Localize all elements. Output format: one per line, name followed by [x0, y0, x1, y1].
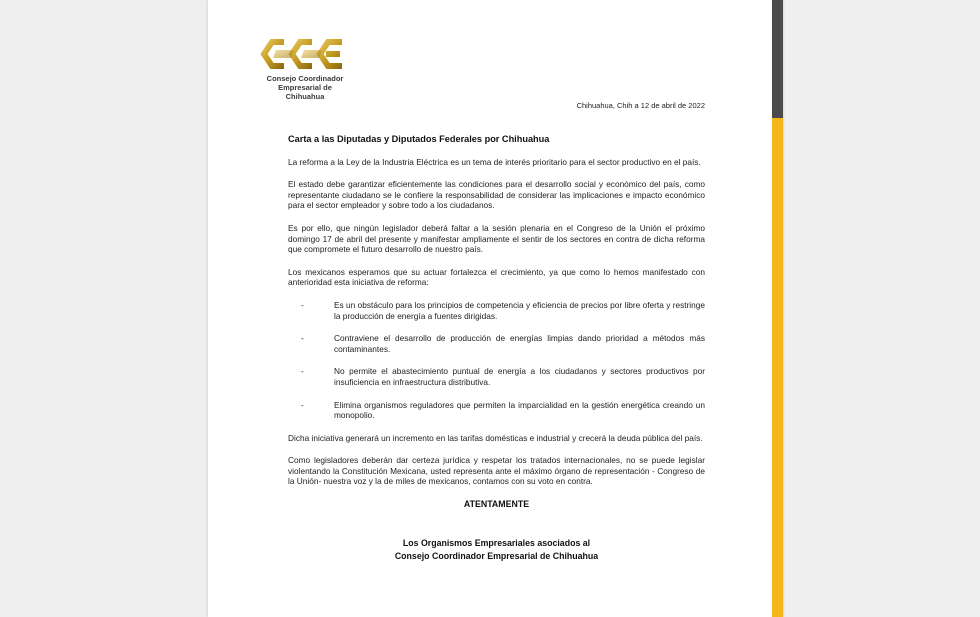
- letter-body: [288, 134, 705, 563]
- bullet-marker: -: [301, 399, 304, 410]
- list-item: [288, 300, 705, 321]
- cce-interlocking-logo-icon: [260, 36, 350, 72]
- list-item: [288, 333, 705, 354]
- signature-block: [288, 537, 705, 563]
- cce-logo: [258, 36, 354, 101]
- list-item: [288, 366, 705, 387]
- paragraph: Dicha iniciativa generará un incremento en las tarifas domésticas e industrial y crecerá la deuda pública del país.: [288, 432, 703, 443]
- bullet-marker: -: [301, 299, 304, 310]
- list-item: [288, 400, 705, 421]
- logo-text-line2: Empresarial de Chihuahua: [278, 83, 332, 101]
- paragraph: Es por ello, que ningún legislador deberá faltar a la sesión plenaria en el Congreso de la Unión el próximo domingo 17 de abril del presente y manifestar ampliamente el sentir de los sectores en contra de dicha reforma que compromete el futuro desarrollo de nuestro país.: [288, 222, 705, 255]
- bullet-marker: -: [301, 366, 304, 377]
- signature-line1: Los Organismos Empresariales asociados al: [402, 537, 591, 548]
- decorative-stripe-dark: [772, 0, 783, 118]
- paragraph: El estado debe garantizar eficientemente las condiciones para el desarrollo social y económico del país, como representante ciudadano se le confiere la responsabilidad de considerar las implicaciones e impacto económico para el sector empleador y sobre todo a los ciudadanos.: [288, 179, 705, 211]
- list-item-text: Elimina organismos reguladores que permiten la imparcialidad en la gestión energética creando un monopolio.: [334, 399, 705, 421]
- list-item-text: No permite el abastecimiento puntual de energía a los ciudadanos y sectores productivos por insuficiencia en infraestructura distributiva.: [334, 366, 705, 387]
- signature-line2: Consejo Coordinador Empresarial de Chihuahua: [394, 550, 599, 561]
- letter-date: Chihuahua, Chih a 12 de abril de 2022: [576, 101, 705, 110]
- sign-off: ATENTAMENTE: [463, 499, 530, 510]
- paragraph: Los mexicanos esperamos que su actuar fortalezca el crecimiento, ya que como lo hemos manifestado con anterioridad esta iniciativa de reforma:: [288, 266, 705, 288]
- paragraph: Como legisladores deberán dar certeza jurídica y respetar los tratados internacionales, no se puede legislar violentando la Constitución Mexicana, usted representa ante el máximo órgano de representación - Congreso de la Unión- nuestra voz y la de miles de mexicanos, contamos con su voto en contra.: [288, 455, 705, 487]
- document-page: [208, 0, 783, 617]
- paragraph: La reforma a la Ley de la Industria Eléctrica es un tema de interés prioritario para el sector productivo en el país.: [288, 156, 701, 167]
- logo-text-line1: Consejo Coordinador: [266, 74, 344, 83]
- bullet-marker: -: [301, 333, 304, 344]
- letter-title: Carta a las Diputadas y Diputados Federales por Chihuahua: [288, 134, 550, 144]
- list-item-text: Contraviene el desarrollo de producción de energías limpias dando prioridad a métodos más contaminantes.: [334, 333, 705, 354]
- decorative-stripe-yellow: [772, 118, 783, 617]
- bullet-list: [288, 300, 705, 421]
- list-item-text: Es un obstáculo para los principios de competencia y eficiencia de precios por libre oferta y restringe la producción de energía a fuentes dirigidas.: [334, 299, 705, 321]
